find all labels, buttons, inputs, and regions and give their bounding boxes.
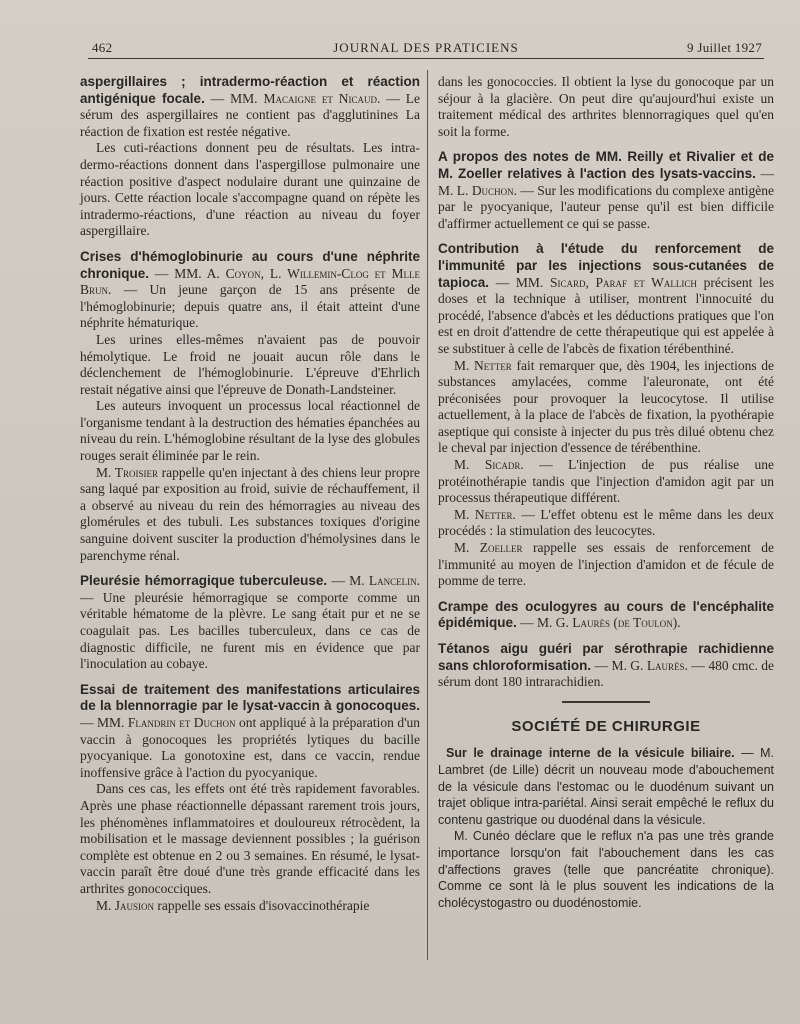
- paragraph: Le sérum des aspergillaires ne contient pas d'agglutinines La réaction de fixation est restée négative.: [80, 90, 421, 139]
- article-heading: Pleurésie hémorragique tuberculeuse.: [80, 573, 328, 589]
- paragraph: — M. Lambret (de Lille) décrit un nouveau mode d'abouchement de la vésicule dans l'estomac ou le duodénum suivant un trajet oblique intra-pariétal. Ainsi serait empêché le reflux du contenu gastrique ou duodénal dans la vésicule.: [438, 746, 775, 827]
- paragraph: rappelle ses essais d'isovaccinothérapie: [157, 897, 370, 913]
- article-pleuresie: [80, 573, 420, 673]
- article-heading: Crampe des oculogyres au cours de l'encéphalite épidémique.: [438, 598, 774, 631]
- article-heading: Sur le drainage interne de la vésicule biliaire.: [446, 746, 735, 761]
- article-heading: Crises d'hémoglobinurie au cours d'une néphrite chronique.: [80, 248, 420, 281]
- article-vesicule: [438, 745, 774, 911]
- paragraph: M. Cunéo déclare que le reflux n'a pas une très grande importance lorsqu'on fait l'abouchement dans les cas d'affections graves (telle que pancréatite chronique). Comme ce sont là le plus souvent les indications de la cholécystogastro ou duodénostomie.: [438, 829, 774, 910]
- article-authors: — M. G. Laurès (de Toulon).: [520, 615, 681, 631]
- paragraph: — Sur les modifications du complexe antigène par le pyocyanique, l'auteur pense qu'il est bien difficile d'affirmer actuellement ce qui se passe.: [438, 182, 774, 231]
- running-header: [88, 38, 764, 59]
- article-authors: — M. Lancelin.: [331, 573, 420, 589]
- article-aspergillose: [80, 74, 420, 240]
- paragraph: fait remarquer que, dès 1904, les injections de substances amylacées, comme l'aleuronate, ont été préconisées pour provoquer la leucocytose. Il utilise actuellement, à la place de l'abcès de fixation, la pyothérapie aseptique qui consiste à injecter du pus très dilué obtenu chez le cheval par injection d'essence de térébenthine.: [438, 357, 775, 456]
- speaker-name: M. Zoeller: [454, 540, 523, 556]
- article-hemoglobinurie: [80, 249, 420, 564]
- speaker-name: M. Troisier: [96, 464, 158, 480]
- paragraph: rappelle ses essais de renforcement de l'immunité au moyen de l'injection d'amidon et de fécule de pomme de terre.: [438, 540, 774, 589]
- speaker-name: M. Netter: [454, 357, 512, 373]
- article-lysats-vaccins: [438, 149, 774, 232]
- article-authors: — M. L. Duchon.: [438, 165, 775, 198]
- page-number: 462: [92, 40, 113, 55]
- speaker-name: M. Jausion: [96, 897, 155, 913]
- speaker-name: M. Sicadr.: [454, 457, 524, 473]
- paragraph: — 480 cmc. de sérum dont 180 intrarachidien.: [438, 657, 775, 690]
- column-divider: [427, 70, 428, 960]
- paragraph: Les cuti-réactions donnent peu de résultats. Les intra-dermo-réactions donnent dans l'aspergillose pulmonaire une réaction positive d'aspect nodulaire durant une quinzaine de jours. Cette réaction locale s'accompagne quand on répète les intradermo-réactions, d'une réaction au niveau du foyer aspergillaire.: [80, 140, 420, 239]
- paragraph: Dans ces cas, les effets ont été très rapidement favorables. Après une phase réactionnelle dépassant rarement trois jours, les phénomènes inflammatoires et douloureux rétrocèdent, la mobilisation et le massage deviennent possibles ; la guérison complète est obtenue en 2 ou 3 semaines. En résumé, le lysat-vaccin paraît être doué d'une très grande efficacité dans les arthrites gonococciques.: [80, 781, 420, 896]
- article-authors: — MM. Macaigne et Nicaud. —: [210, 90, 400, 106]
- article-tetanos: [438, 641, 774, 691]
- article-blennorragie: [80, 682, 420, 914]
- article-authors: — MM. A. Coyon, L. Willemin-Clog et Mlle Brun.: [80, 265, 420, 298]
- paragraph: rappelle qu'en injectant à des chiens leur propre sang laqué par exposition au froid, suivie de réchauffement, il a observé au niveau du rein des hémorragies au niveau des glomérules et des tubuli. Les substances toxiques d'origine sanguine doivent susciter la production d'hémolysines dans le parenchyme rénal.: [80, 464, 421, 563]
- journal-title: JOURNAL DES PRATICIENS: [333, 40, 519, 55]
- paragraph: Les auteurs invoquent un processus local réactionnel de l'organisme tendant à la destruction des hématies épanchées au niveau du rein. L'hémoglobine résultant de la lyse des globules rouges serait éliminée par le rein.: [80, 398, 420, 464]
- article-authors: — M. G. Laurès.: [594, 657, 688, 673]
- article-authors: — MM. Sicard, Paraf et Wallich: [495, 274, 697, 290]
- paragraph: — L'injection de pus réalise une protéinothérapie tandis que l'injection d'amidon agit par un processus thérapeutique différent.: [438, 457, 775, 506]
- right-column: [438, 74, 774, 911]
- left-column: [80, 74, 420, 914]
- article-authors: — MM. Flandrin et Duchon: [80, 714, 236, 730]
- paragraph: ont appliqué à la préparation d'un vaccin à gonocoques les propriétés lytiques du bacille pyocyanique. La gonotoxine est, dans ce vaccin, rendue inoffensive grâce à l'action du pyocyanique.: [80, 714, 421, 780]
- article-heading: Contribution à l'étude du renforcement de l'immunité par les injections sous-cutanées de tapioca.: [438, 241, 774, 290]
- section-title: SOCIÉTÉ DE CHIRURGIE: [511, 717, 701, 735]
- article-heading: Tétanos aigu guéri par sérothrapie rachidienne sans chloroformisation.: [438, 641, 774, 673]
- article-oculogyres: [438, 599, 774, 632]
- paragraph: — Une pleurésie hémorragique se comporte comme un véritable hématome de la plèvre. Le sang était pur et ne se coagulait pas. Les bacilles tuberculeux, dans ce cas de diagnostic difficile, ne furent mis en évidence que par l'inoculation au cobaye.: [80, 589, 420, 672]
- speaker-name: M. Netter.: [454, 506, 516, 522]
- paragraph: — Un jeune garçon de 15 ans présente de l'hémoglobinurie; depuis quatre ans, il était atteint d'une néphrite hématurique.: [80, 282, 421, 331]
- issue-date: 9 Juillet 1927: [687, 40, 762, 55]
- article-tapioca: [438, 241, 774, 589]
- article-heading: Essai de traitement des manifestations articulaires de la blennorragie par le lysat-vaccin à gonocoques.: [80, 681, 420, 714]
- article-heading: aspergillaires ; intradermo-réaction et réaction antigénique focale.: [80, 74, 420, 106]
- article-heading: A propos des notes de MM. Reilly et Rivalier et de M. Zoeller relatives à l'action des lysats-vaccins.: [438, 149, 774, 181]
- paragraph: — L'effet obtenu est le même dans les deux procédés : la stimulation des leucocytes.: [438, 506, 774, 539]
- paragraph: Les urines elles-mêmes n'avaient pas de pouvoir hémolytique. Le froid ne jouait aucun rôle dans le déclenchement de l'hémoglobinurie. L'épreuve d'Ehrlich restait négative ainsi que l'épreuve de Donath-Landsteiner.: [80, 331, 420, 397]
- paragraph: dans les gonococcies. Il obtient la lyse du gonocoque par un séjour à la glacière. On peut dire qu'aujourd'hui existe un traitement médical des arthrites blennorragiques quel qu'en soit la forme.: [438, 74, 774, 139]
- paragraph: précisent les doses et la technique à utiliser, montrent l'innocuité du procédé, l'absence d'abcès et les déductions pratiques que l'on est en droit d'attendre de cette thérapeutique qui est appelée à se substituer à celle de l'abcès de fixation térébenthiné.: [438, 274, 775, 356]
- section-rule: [562, 701, 650, 703]
